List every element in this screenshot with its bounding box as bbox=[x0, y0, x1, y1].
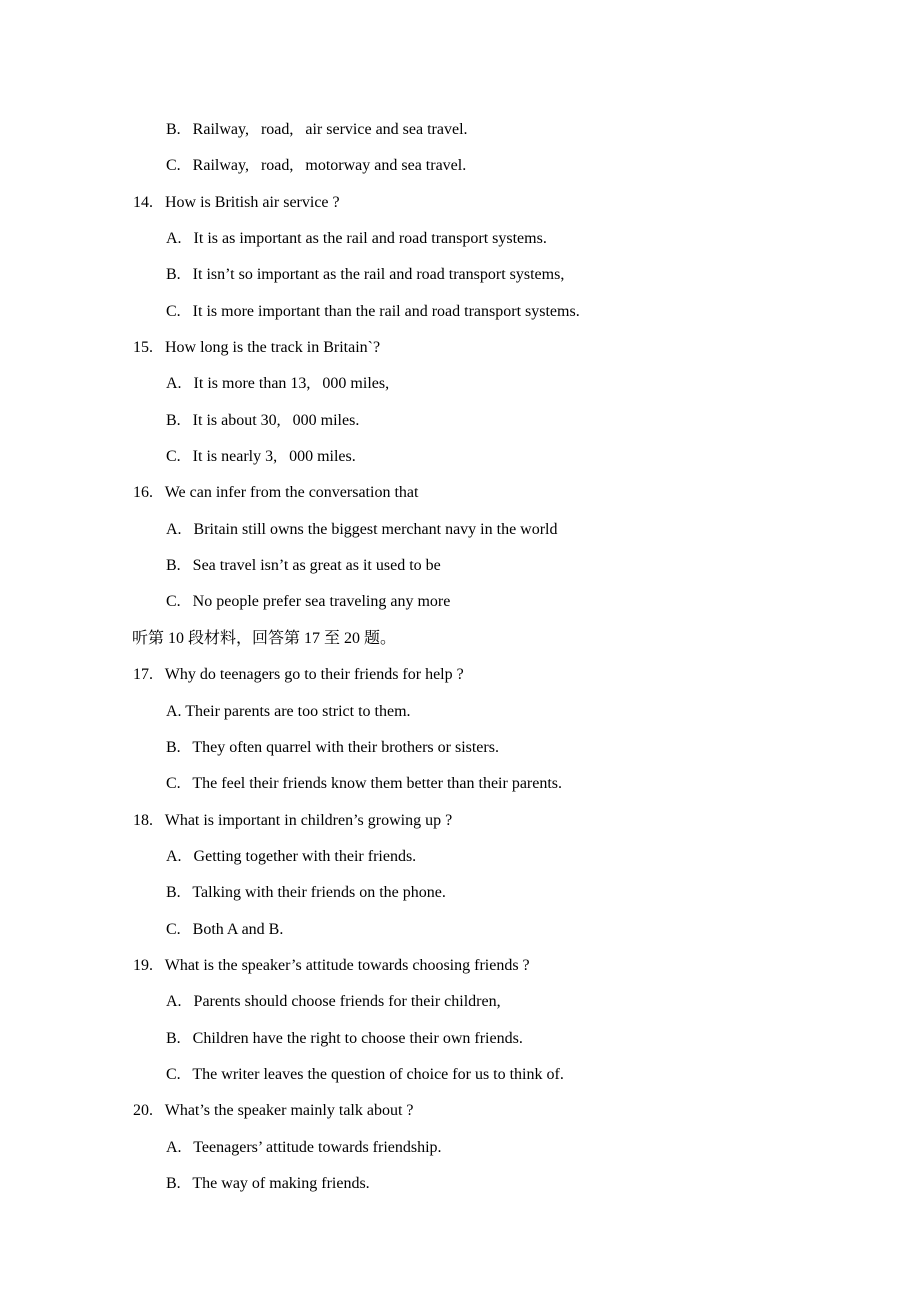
question-18-option-c: C. Both A and B. bbox=[166, 920, 284, 938]
question-15: 15. How long is the track in Britain`? bbox=[133, 339, 381, 357]
question-16-option-a: A. Britain still owns the biggest merchant navy in the world bbox=[166, 520, 558, 538]
question-15-option-b: B. It is about 30, 000 miles. bbox=[166, 411, 360, 429]
question-20-option-b: B. The way of making friends. bbox=[166, 1174, 370, 1192]
question-14-option-c: C. It is more important than the rail and road transport systems. bbox=[166, 302, 580, 320]
question-16-option-b: B. Sea travel isn’t as great as it used to be bbox=[166, 557, 441, 575]
question-18-option-b: B. Talking with their friends on the phone. bbox=[166, 884, 446, 902]
question-15-option-a: A. It is more than 13, 000 miles, bbox=[166, 375, 390, 393]
question-17-option-a: A. Their parents are too strict to them. bbox=[166, 702, 411, 720]
question-17: 17. Why do teenagers go to their friends for help ? bbox=[133, 666, 464, 684]
question-19-option-c: C. The writer leaves the question of choice for us to think of. bbox=[166, 1065, 564, 1083]
question-14-option-a: A. It is as important as the rail and road transport systems. bbox=[166, 230, 547, 248]
question-15-option-c: C. It is nearly 3, 000 miles. bbox=[166, 448, 356, 466]
leading-option-b: B. Railway, road, air service and sea travel. bbox=[166, 121, 468, 138]
leading-option-c: C. Railway, road, motorway and sea travel. bbox=[166, 157, 467, 175]
question-16-option-c: C. No people prefer sea traveling any more bbox=[166, 593, 451, 611]
section-direction: 听第 10 段材料，回答第 17 至 20 题。 bbox=[132, 629, 397, 647]
question-18-option-a: A. Getting together with their friends. bbox=[166, 847, 417, 865]
question-17-option-c: C. The feel their friends know them better than their parents. bbox=[166, 775, 563, 793]
question-16: 16. We can infer from the conversation that bbox=[133, 484, 419, 502]
question-19-option-b: B. Children have the right to choose their own friends. bbox=[166, 1029, 523, 1047]
question-20: 20. What’s the speaker mainly talk about ? bbox=[133, 1102, 414, 1120]
question-14: 14. How is British air service ? bbox=[133, 193, 340, 211]
question-17-option-b: B. They often quarrel with their brothers or sisters. bbox=[166, 738, 499, 756]
question-20-option-a: A. Teenagers’ attitude towards friendship. bbox=[166, 1138, 442, 1156]
question-14-option-b: B. It isn’t so important as the rail and road transport systems, bbox=[166, 266, 565, 284]
question-19-option-a: A. Parents should choose friends for their children, bbox=[166, 993, 501, 1011]
question-19: 19. What is the speaker’s attitude towards choosing friends ? bbox=[133, 956, 530, 974]
question-18: 18. What is important in children’s growing up ? bbox=[133, 811, 453, 829]
